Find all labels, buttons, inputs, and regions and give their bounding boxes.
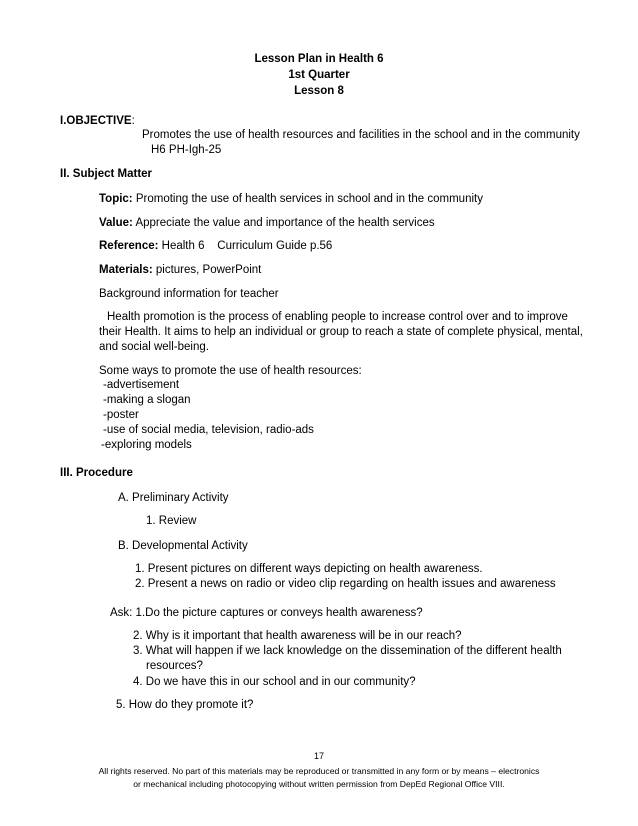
reference-label: Reference:: [99, 240, 159, 252]
objective-colon: :: [131, 115, 135, 127]
subject-matter-heading: II. Subject Matter: [60, 168, 153, 180]
list-item: 3. What will happen if we lack knowledge on the dissemination of the different health: [133, 645, 562, 657]
page-title: Lesson Plan in Health 6: [254, 53, 384, 65]
list-item: resources?: [146, 660, 203, 672]
topic-value: Promoting the use of health services in school and in the community: [135, 193, 483, 205]
list-item: 4. Do we have this in our school and in our community?: [133, 676, 416, 688]
topic-line: [99, 192, 483, 206]
ways-heading: Some ways to promote the use of health resources:: [99, 365, 362, 377]
objective-heading: I.OBJECTIVE: [60, 115, 132, 127]
ask-last-question: 5. How do they promote it?: [116, 699, 254, 711]
background-line: Health promotion is the process of enabling people to increase control over and to improve: [107, 311, 568, 323]
topic-label: Topic:: [99, 193, 133, 205]
procedure-heading: III. Procedure: [60, 467, 133, 479]
objective-heading-line: [60, 114, 135, 128]
reference-value: Health 6 Curriculum Guide p.56: [161, 240, 333, 252]
materials-label: Materials:: [99, 264, 153, 276]
lesson-label: Lesson 8: [294, 85, 344, 97]
list-item: -poster: [103, 409, 139, 421]
developmental-activity-title: B. Developmental Activity: [118, 540, 248, 552]
materials-line: [99, 263, 261, 277]
page-number: 17: [313, 751, 324, 761]
background-heading: Background information for teacher: [99, 288, 279, 300]
background-line: their Health. It aims to help an individual or group to reach a state of complete physical, mental,: [99, 326, 583, 338]
materials-value: pictures, PowerPoint: [155, 264, 262, 276]
objective-code: H6 PH-Igh-25: [151, 144, 222, 156]
copyright-notice: or mechanical including photocopying without written permission from DepEd Regional Office VIII.: [133, 779, 505, 789]
list-item: -making a slogan: [103, 394, 191, 406]
list-item: 1. Present pictures on different ways depicting on health awareness.: [135, 563, 483, 575]
ask-first-question: Ask: 1.Do the picture captures or conveys health awareness?: [110, 607, 423, 619]
quarter-label: 1st Quarter: [288, 69, 350, 81]
preliminary-activity-title: A. Preliminary Activity: [118, 492, 229, 504]
copyright-notice: All rights reserved. No part of this materials may be reproduced or transmitted in any form or by means – electronics: [98, 766, 540, 776]
objective-text: Promotes the use of health resources and facilities in the school and in the community: [142, 129, 580, 141]
value-line: [99, 216, 435, 230]
list-item: 2. Why is it important that health awareness will be in our reach?: [133, 630, 462, 642]
list-item: -advertisement: [103, 379, 180, 391]
background-line: and social well-being.: [99, 341, 209, 353]
list-item: 1. Review: [146, 515, 197, 527]
value-value: Appreciate the value and importance of the health services: [135, 217, 435, 229]
value-label: Value:: [99, 217, 133, 229]
list-item: -exploring models: [101, 439, 192, 451]
reference-line: [99, 239, 332, 253]
list-item: -use of social media, television, radio-ads: [103, 424, 314, 436]
list-item: 2. Present a news on radio or video clip regarding on health issues and awareness: [135, 578, 556, 590]
